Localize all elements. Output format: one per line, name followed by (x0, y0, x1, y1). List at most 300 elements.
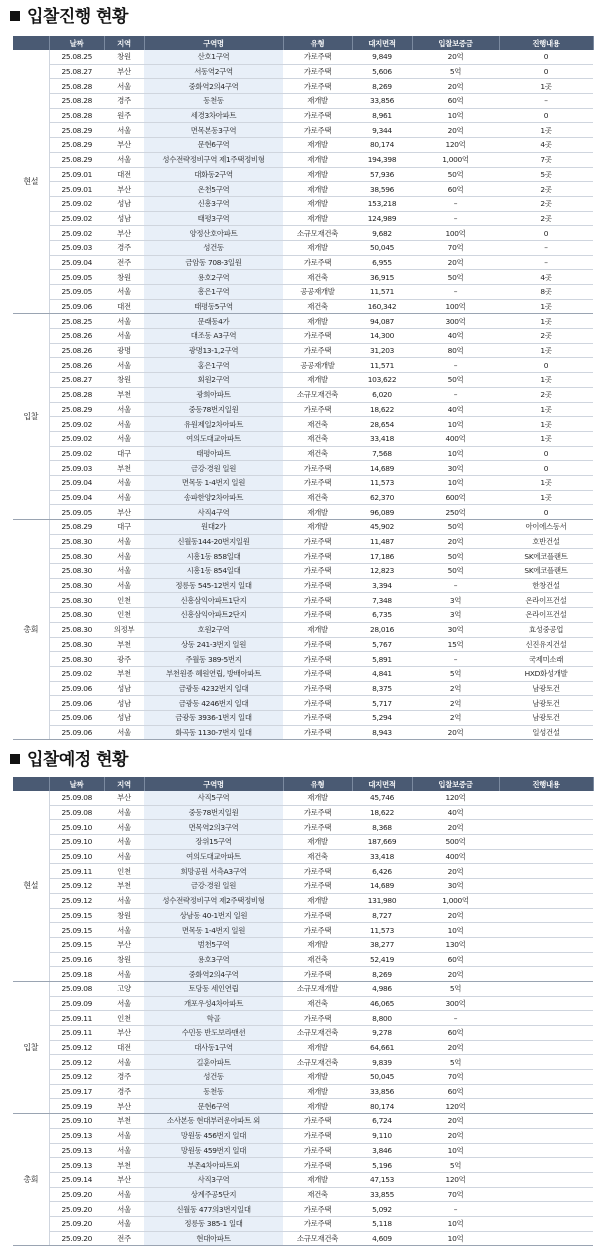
deposit-cell: 5억 (412, 981, 499, 996)
table-row (13, 1231, 593, 1246)
zone-name-cell: 성건동 (144, 240, 283, 255)
progress-cell: 온라이프건설 (499, 608, 593, 623)
type-cell: 가로주택 (283, 696, 352, 711)
deposit-cell: 20억 (412, 123, 499, 138)
region-cell: 서울 (104, 996, 144, 1011)
land-area-cell: 5,717 (352, 696, 412, 711)
land-area-cell: 6,426 (352, 864, 412, 879)
land-area-cell: 9,344 (352, 123, 412, 138)
progress-cell: 아이에스동서 (499, 520, 593, 535)
region-cell: 부산 (104, 138, 144, 153)
progress-cell (499, 1216, 593, 1231)
date-cell: 25.09.15 (49, 908, 104, 923)
type-cell: 가로주택 (283, 534, 352, 549)
progress-cell (499, 967, 593, 982)
zone-name-cell: 동천동 (144, 1084, 283, 1099)
progress-cell: 0 (499, 461, 593, 476)
type-cell: 재개발 (283, 182, 352, 197)
progress-cell: 1곳 (499, 475, 593, 490)
deposit-cell: 3억 (412, 608, 499, 623)
land-area-cell: 18,622 (352, 402, 412, 417)
date-cell: 25.09.15 (49, 937, 104, 952)
type-cell: 가로주택 (283, 79, 352, 94)
deposit-cell: 10억 (412, 108, 499, 123)
zone-name-cell: 성수전략정비구역 제1주택정비형 (144, 152, 283, 167)
date-cell: 25.09.10 (49, 835, 104, 850)
region-cell: 서울 (104, 79, 144, 94)
deposit-cell: 50억 (412, 549, 499, 564)
deposit-cell: 3억 (412, 593, 499, 608)
type-cell: 재개발 (283, 1172, 352, 1187)
deposit-cell: 100억 (412, 226, 499, 241)
land-area-cell: 8,269 (352, 967, 412, 982)
date-cell: 25.09.08 (49, 981, 104, 996)
land-area-cell: 80,174 (352, 1099, 412, 1114)
progress-cell (499, 893, 593, 908)
date-cell: 25.08.30 (49, 637, 104, 652)
zone-name-cell: 원대2가 (144, 520, 283, 535)
zone-name-cell: 상남동 40-1번지 일원 (144, 908, 283, 923)
land-area-cell: 38,596 (352, 182, 412, 197)
date-cell: 25.09.13 (49, 1158, 104, 1173)
table-row (13, 152, 593, 167)
zone-name-cell: 금강·경원 일원 (144, 461, 283, 476)
type-cell: 가로주택 (283, 593, 352, 608)
deposit-cell: 20억 (412, 534, 499, 549)
table-row (13, 1114, 593, 1129)
header-deposit: 입찰보증금 (412, 777, 499, 791)
zone-name-cell: 정릉동 385-1 일대 (144, 1216, 283, 1231)
table-row (13, 1084, 593, 1099)
progress-cell: 남광토건 (499, 696, 593, 711)
header-region: 지역 (104, 36, 144, 50)
table-row (13, 864, 593, 879)
progress-cell: 4곳 (499, 138, 593, 153)
deposit-cell: 60억 (412, 1084, 499, 1099)
region-cell: 경주 (104, 1084, 144, 1099)
zone-name-cell: 토당동 세인연립 (144, 981, 283, 996)
region-cell: 서울 (104, 578, 144, 593)
header-region: 지역 (104, 777, 144, 791)
land-area-cell: 5,891 (352, 652, 412, 667)
header-land-area: 대지면적 (352, 36, 412, 50)
region-cell: 부산 (104, 1026, 144, 1041)
land-area-cell: 50,045 (352, 240, 412, 255)
date-cell: 25.09.15 (49, 923, 104, 938)
date-cell: 25.09.18 (49, 967, 104, 982)
table-row (13, 578, 593, 593)
zone-name-cell: 송파한양2차아파트 (144, 490, 283, 505)
region-cell: 부산 (104, 505, 144, 520)
type-cell: 가로주택 (283, 1216, 352, 1231)
progress-cell (499, 1128, 593, 1143)
region-cell: 성남 (104, 196, 144, 211)
region-cell: 대구 (104, 446, 144, 461)
scheduled-bidding-table (13, 777, 594, 1246)
land-area-cell: 8,943 (352, 725, 412, 740)
land-area-cell: 5,767 (352, 637, 412, 652)
land-area-cell: 6,955 (352, 255, 412, 270)
land-area-cell: 9,110 (352, 1128, 412, 1143)
header-deposit: 입찰보증금 (412, 36, 499, 50)
progress-cell (499, 1011, 593, 1026)
land-area-cell: 96,089 (352, 505, 412, 520)
deposit-cell: 30억 (412, 879, 499, 894)
zone-name-cell: 범천5구역 (144, 937, 283, 952)
progress-cell: 8곳 (499, 285, 593, 300)
progress-cell: 1곳 (499, 490, 593, 505)
table-row (13, 226, 593, 241)
table-row (13, 1128, 593, 1143)
zone-name-cell: 대사동1구역 (144, 1040, 283, 1055)
land-area-cell: 3,846 (352, 1143, 412, 1158)
date-cell: 25.09.05 (49, 285, 104, 300)
region-cell: 서울 (104, 835, 144, 850)
table-row (13, 1055, 593, 1070)
zone-name-cell: 시흥1동 854일대 (144, 564, 283, 579)
zone-name-cell: 동천동 (144, 94, 283, 109)
deposit-cell: 20억 (412, 79, 499, 94)
type-cell: 소규모재건축 (283, 387, 352, 402)
region-cell: 서울 (104, 1055, 144, 1070)
table-row (13, 593, 593, 608)
zone-name-cell: 장위15구역 (144, 835, 283, 850)
type-cell: 가로주택 (283, 805, 352, 820)
zone-name-cell: 부천원종 혜원연립, 방배아파트 (144, 666, 283, 681)
type-cell: 재개발 (283, 167, 352, 182)
date-cell: 25.08.28 (49, 108, 104, 123)
progress-cell: 0 (499, 226, 593, 241)
progress-cell: 5곳 (499, 167, 593, 182)
progress-cell: – (499, 240, 593, 255)
type-cell: 가로주택 (283, 549, 352, 564)
type-cell: 재개발 (283, 211, 352, 226)
deposit-cell: 500억 (412, 835, 499, 850)
progress-cell (499, 1172, 593, 1187)
type-cell: 재개발 (283, 835, 352, 850)
type-cell: 가로주택 (283, 1114, 352, 1129)
region-cell: 서울 (104, 564, 144, 579)
deposit-cell: 250억 (412, 505, 499, 520)
deposit-cell: 120억 (412, 1172, 499, 1187)
header-progress: 진행내용 (499, 36, 593, 50)
land-area-cell: 45,746 (352, 791, 412, 805)
region-cell: 원주 (104, 108, 144, 123)
table-row (13, 937, 593, 952)
progress-cell (499, 1114, 593, 1129)
land-area-cell: 33,856 (352, 94, 412, 109)
deposit-cell: 20억 (412, 1040, 499, 1055)
land-area-cell: 6,724 (352, 1114, 412, 1129)
region-cell: 창원 (104, 50, 144, 64)
region-cell: 서울 (104, 123, 144, 138)
progress-cell: 1곳 (499, 417, 593, 432)
table-row (13, 64, 593, 79)
date-cell: 25.09.17 (49, 1084, 104, 1099)
square-bullet-icon (10, 754, 20, 764)
region-cell: 서울 (104, 1202, 144, 1217)
region-cell: 성남 (104, 710, 144, 725)
progress-cell (499, 849, 593, 864)
type-cell: 가로주택 (283, 666, 352, 681)
deposit-cell: 5억 (412, 64, 499, 79)
type-cell: 가로주택 (283, 343, 352, 358)
region-cell: 부산 (104, 937, 144, 952)
type-cell: 가로주택 (283, 108, 352, 123)
date-cell: 25.09.13 (49, 1143, 104, 1158)
deposit-cell: 10억 (412, 1216, 499, 1231)
table-row (13, 490, 593, 505)
date-cell: 25.09.04 (49, 490, 104, 505)
region-cell: 서울 (104, 805, 144, 820)
date-cell: 25.09.09 (49, 996, 104, 1011)
date-cell: 25.09.11 (49, 864, 104, 879)
deposit-cell: 50억 (412, 167, 499, 182)
progress-cell: 2곳 (499, 196, 593, 211)
progress-cell (499, 791, 593, 805)
table-row (13, 1158, 593, 1173)
region-cell: 광주 (104, 652, 144, 667)
date-cell: 25.08.30 (49, 534, 104, 549)
date-cell: 25.09.20 (49, 1231, 104, 1246)
table-row (13, 1187, 593, 1202)
zone-name-cell: 금광동 4232번지 일대 (144, 681, 283, 696)
zone-name-cell: 온천5구역 (144, 182, 283, 197)
type-cell: 재개발 (283, 1040, 352, 1055)
table-row (13, 94, 593, 109)
region-cell: 창원 (104, 908, 144, 923)
land-area-cell: 33,856 (352, 1084, 412, 1099)
header-progress: 진행내용 (499, 777, 593, 791)
progress-cell: – (499, 94, 593, 109)
deposit-cell: 10억 (412, 475, 499, 490)
type-cell: 소규모재건축 (283, 1026, 352, 1041)
deposit-cell: 40억 (412, 402, 499, 417)
table-row (13, 549, 593, 564)
type-cell: 가로주택 (283, 820, 352, 835)
date-cell: 25.08.29 (49, 402, 104, 417)
type-cell: 재개발 (283, 622, 352, 637)
progress-cell: 2곳 (499, 387, 593, 402)
deposit-cell: 10억 (412, 923, 499, 938)
type-cell: 가로주택 (283, 564, 352, 579)
progress-cell: 1곳 (499, 123, 593, 138)
table-row (13, 50, 593, 64)
region-cell: 경주 (104, 94, 144, 109)
progress-cell: SK에코플랜트 (499, 564, 593, 579)
progress-cell: 0 (499, 108, 593, 123)
type-cell: 재건축 (283, 270, 352, 285)
land-area-cell: 57,936 (352, 167, 412, 182)
table-row (13, 108, 593, 123)
date-cell: 25.09.14 (49, 1172, 104, 1187)
zone-name-cell: 정릉동 545-12번지 일대 (144, 578, 283, 593)
date-cell: 25.08.28 (49, 387, 104, 402)
zone-name-cell: 화곡동 1130-7번지 일대 (144, 725, 283, 740)
region-cell: 서울 (104, 923, 144, 938)
zone-name-cell: 부촌4차아파트외 (144, 1158, 283, 1173)
date-cell: 25.09.02 (49, 666, 104, 681)
zone-name-cell: 상계주공5단지 (144, 1187, 283, 1202)
deposit-cell: 100억 (412, 299, 499, 314)
progress-cell: 1곳 (499, 343, 593, 358)
zone-name-cell: 유원제일2차아파트 (144, 417, 283, 432)
date-cell: 25.09.06 (49, 681, 104, 696)
progress-cell: 남광토건 (499, 681, 593, 696)
type-cell: 가로주택 (283, 864, 352, 879)
table-row (13, 520, 593, 535)
land-area-cell: 5,092 (352, 1202, 412, 1217)
region-cell: 서울 (104, 820, 144, 835)
deposit-cell: 10억 (412, 446, 499, 461)
progress-cell (499, 923, 593, 938)
table-row (13, 475, 593, 490)
date-cell: 25.09.11 (49, 1011, 104, 1026)
progress-cell (499, 981, 593, 996)
region-cell: 부천 (104, 637, 144, 652)
region-cell: 부천 (104, 879, 144, 894)
progress-cell (499, 1070, 593, 1085)
region-cell: 창원 (104, 952, 144, 967)
deposit-cell: 2억 (412, 710, 499, 725)
zone-name-cell: 주월동 389-5번지 (144, 652, 283, 667)
zone-name-cell: 중화역2의4구역 (144, 79, 283, 94)
zone-name-cell: 광희아파트 (144, 387, 283, 402)
zone-name-cell: 금암동 708-3일원 (144, 255, 283, 270)
type-cell: 재건축 (283, 431, 352, 446)
type-cell: 재건축 (283, 952, 352, 967)
region-cell: 서울 (104, 1143, 144, 1158)
deposit-cell: 40억 (412, 329, 499, 344)
land-area-cell: 62,370 (352, 490, 412, 505)
progress-cell: 온라이프건설 (499, 593, 593, 608)
date-cell: 25.09.06 (49, 710, 104, 725)
land-area-cell: 14,689 (352, 879, 412, 894)
region-cell: 대전 (104, 1040, 144, 1055)
region-cell: 경주 (104, 240, 144, 255)
table-row (13, 446, 593, 461)
table-row (13, 240, 593, 255)
type-cell: 재개발 (283, 138, 352, 153)
zone-name-cell: 면목동 1-4번지 일원 (144, 923, 283, 938)
progress-cell (499, 1084, 593, 1099)
progress-cell: 0 (499, 505, 593, 520)
region-cell: 대전 (104, 299, 144, 314)
land-area-cell: 80,174 (352, 138, 412, 153)
region-cell: 서울 (104, 1216, 144, 1231)
deposit-cell: – (412, 358, 499, 373)
zone-name-cell: 용호3구역 (144, 952, 283, 967)
deposit-cell: 5억 (412, 666, 499, 681)
table-row (13, 652, 593, 667)
progress-cell: 호반건설 (499, 534, 593, 549)
land-area-cell: 5,196 (352, 1158, 412, 1173)
date-cell: 25.09.10 (49, 1114, 104, 1129)
land-area-cell: 31,203 (352, 343, 412, 358)
region-cell: 대구 (104, 520, 144, 535)
region-cell: 서울 (104, 1128, 144, 1143)
deposit-cell: 20억 (412, 50, 499, 64)
date-cell: 25.08.30 (49, 622, 104, 637)
region-cell: 부천 (104, 666, 144, 681)
deposit-cell: 5억 (412, 1158, 499, 1173)
zone-name-cell: 중동78번지일원 (144, 805, 283, 820)
header-date: 날짜 (49, 36, 104, 50)
zone-name-cell: 소사본동 현대부러운아파트 외 (144, 1114, 283, 1129)
date-cell: 25.09.03 (49, 240, 104, 255)
table-row (13, 622, 593, 637)
zone-name-cell: 시흥1동 858일대 (144, 549, 283, 564)
deposit-cell: 60억 (412, 952, 499, 967)
land-area-cell: 8,727 (352, 908, 412, 923)
progress-cell: 2곳 (499, 182, 593, 197)
progress-cell (499, 908, 593, 923)
land-area-cell: 8,375 (352, 681, 412, 696)
date-cell: 25.09.02 (49, 431, 104, 446)
type-cell: 재건축 (283, 299, 352, 314)
zone-name-cell: 성건동 (144, 1070, 283, 1085)
deposit-cell: 20억 (412, 908, 499, 923)
type-cell: 재건축 (283, 849, 352, 864)
deposit-cell: 120억 (412, 1099, 499, 1114)
square-bullet-icon (10, 11, 20, 21)
deposit-cell: 50억 (412, 564, 499, 579)
progress-cell (499, 1231, 593, 1246)
deposit-cell: 30억 (412, 461, 499, 476)
table-header-row (13, 36, 593, 50)
type-cell: 재건축 (283, 490, 352, 505)
land-area-cell: 103,622 (352, 373, 412, 388)
date-cell: 25.09.12 (49, 1040, 104, 1055)
header-type: 유형 (283, 777, 352, 791)
zone-name-cell: 문현6구역 (144, 1099, 283, 1114)
table-row (13, 182, 593, 197)
type-cell: 가로주택 (283, 1143, 352, 1158)
region-cell: 부천 (104, 1158, 144, 1173)
type-cell: 공공재개발 (283, 285, 352, 300)
land-area-cell: 52,419 (352, 952, 412, 967)
land-area-cell: 4,841 (352, 666, 412, 681)
progress-cell (499, 1202, 593, 1217)
deposit-cell: 10억 (412, 1143, 499, 1158)
date-cell: 25.09.03 (49, 461, 104, 476)
type-cell: 소규모재건축 (283, 1055, 352, 1070)
date-cell: 25.09.20 (49, 1216, 104, 1231)
type-cell: 가로주택 (283, 402, 352, 417)
progress-cell (499, 952, 593, 967)
header-type: 유형 (283, 36, 352, 50)
zone-name-cell: 신월동144-20번지일원 (144, 534, 283, 549)
land-area-cell: 6,020 (352, 387, 412, 402)
header-zone-name: 구역명 (144, 777, 283, 791)
region-cell: 서울 (104, 893, 144, 908)
date-cell: 25.09.02 (49, 196, 104, 211)
zone-name-cell: 금광동 3936-1번지 일대 (144, 710, 283, 725)
region-cell: 창원 (104, 270, 144, 285)
table-row (13, 329, 593, 344)
land-area-cell: 8,961 (352, 108, 412, 123)
type-cell: 가로주택 (283, 710, 352, 725)
land-area-cell: 9,849 (352, 50, 412, 64)
type-cell: 가로주택 (283, 608, 352, 623)
type-cell: 공공재개발 (283, 358, 352, 373)
date-cell: 25.09.01 (49, 167, 104, 182)
progress-cell (499, 805, 593, 820)
section-title-bidding-progress (10, 6, 128, 28)
land-area-cell: 9,278 (352, 1026, 412, 1041)
date-cell: 25.08.30 (49, 652, 104, 667)
zone-name-cell: 신흥3구역 (144, 196, 283, 211)
